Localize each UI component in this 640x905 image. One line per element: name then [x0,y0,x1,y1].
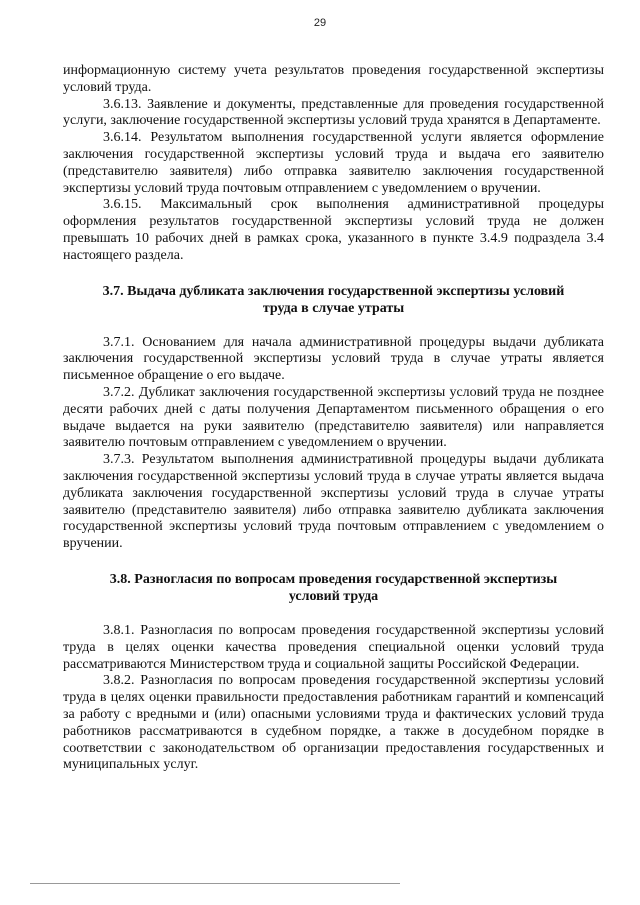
spacer [63,605,604,623]
paragraph-3-6-14: 3.6.14. Результатом выполнения государственной услуги является оформление заключения государственной экспертизы условий труда и выдача его заявителю (представителю заявителя) либо отправка заявителю заключения государственной экспертизы условий труда почтовым отправлением с уведомлением о вручении. [63,130,604,196]
page-number: 29 [313,17,327,29]
paragraph-continuation: информационную систему учета результатов проведения государственной экспертизы условий труда. [63,63,604,95]
paragraph-3-6-15: 3.6.15. Максимальный срок выполнения административной процедуры оформления результатов государственной экспертизы условий труда не должен превышать 10 рабочих дней в рамках срока, указанного в пункте 3.4.9 подраздела 3.4 настоящего раздела. [63,197,604,263]
paragraph-3-7-1: 3.7.1. Основанием для начала административной процедуры выдачи дубликата заключения государственной экспертизы условий труда в случае утраты является письменное обращение о его выдаче. [63,334,604,384]
section-3-7-heading-line2: труда в случае утраты [262,300,405,316]
section-3-8-heading [63,571,604,605]
footer-rule [30,883,400,884]
paragraph-3-7-2: 3.7.2. Дубликат заключения государственной экспертизы условий труда не позднее десяти рабочих дней с даты получения Департаментом письменного обращения о его выдаче выдается на руки заявителю (представителю заявителя) или направляется заявителю почтовым отправлением с уведомлением о вручении. [63,384,604,451]
paragraph-3-7-3: 3.7.3. Результатом выполнения административной процедуры выдачи дубликата заключения государственной экспертизы условий труда в случае утраты является выдача дубликата заключения государственной экспертизы условий труда в случае утраты заявителю (представителю заявителя) либо отправка заявителю дубликата заключения государственной экспертизы условий труда почтовым отправлением с уведомлением о вручении. [63,452,604,552]
page-content [63,63,604,774]
section-3-8-heading-line2: условий труда [288,588,379,604]
paragraph-3-8-1: 3.8.1. Разногласия по вопросам проведения государственной экспертизы условий труда в целях оценки качества проведения специальной оценки условий труда рассматриваются Министерством труда и социальной защиты Российской Федерации. [63,622,604,672]
paragraph-3-8-2: 3.8.2. Разногласия по вопросам проведения государственной экспертизы условий труда в целях оценки правильности предоставления работникам гарантий и компенсаций за работу с вредными и (или) опасными условиями труда и фактических условий труда работников рассматриваются в судебном порядке, а также в досудебном порядке в соответствии с законодательством об организации предоставления государственных и муниципальных услуг. [63,673,604,773]
section-3-7-heading-line1: 3.7. Выдача дубликата заключения государственной экспертизы условий [102,283,565,299]
section-3-7-heading [63,283,604,317]
spacer [63,265,604,283]
spacer [63,553,604,571]
section-3-8-heading-line1: 3.8. Разногласия по вопросам проведения государственной экспертизы [109,571,558,587]
paragraph-3-6-13: 3.6.13. Заявление и документы, представленные для проведения государственной услуги, заключение государственной экспертизы условий труда хранятся в Департаменте. [63,96,604,129]
spacer [63,317,604,335]
